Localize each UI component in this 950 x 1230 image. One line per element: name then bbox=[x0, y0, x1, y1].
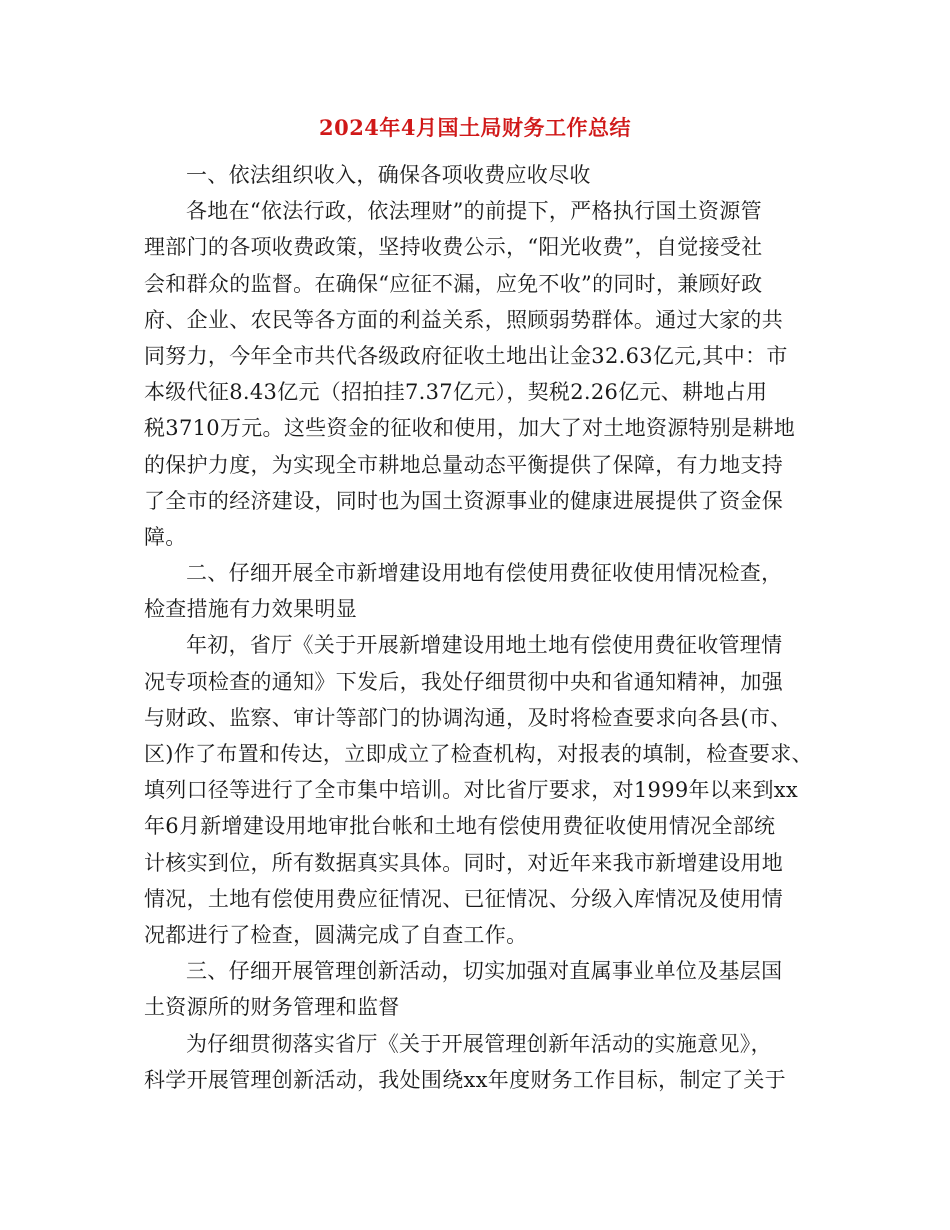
text-line: 二、仔细开展全市新增建设用地有偿使用费征收使用情况检查， bbox=[186, 561, 783, 586]
text-line: 科学开展管理创新活动，我处围绕xx年度财务工作目标，制定了关于 bbox=[144, 1067, 786, 1092]
text-line: 计核实到位，所有数据真实具体。同时，对近年来我市新增建设用地 bbox=[144, 850, 783, 875]
text-line: 情况，土地有偿使用费应征情况、已征情况、分级入库情况及使用情 bbox=[144, 886, 783, 911]
text-line: 年6月新增建设用地审批台帐和土地有偿使用费征收使用情况全部统 bbox=[144, 814, 776, 839]
text-line: 各地在“依法行政，依法理财”的前提下，严格执行国土资源管 bbox=[186, 199, 762, 224]
text-line: 况专项检查的通知》下发后，我处仔细贯彻中央和省通知精神，加强 bbox=[144, 669, 783, 694]
text-line: 填列口径等进行了全市集中培训。对比省厅要求，对1999年以来到xx bbox=[144, 778, 799, 803]
text-line: 本级代征8.43亿元（招拍挂7.37亿元），契税2.26亿元、耕地占用 bbox=[144, 380, 768, 405]
text-line: 会和群众的监督。在确保“应征不漏，应免不收”的同时，兼顾好政 bbox=[144, 271, 763, 296]
text-line: 检查措施有力效果明显 bbox=[144, 597, 357, 622]
text-line: 税3710万元。这些资金的征收和使用，加大了对土地资源特别是耕地 bbox=[144, 416, 796, 441]
text-line: 障。 bbox=[144, 524, 187, 549]
text-line: 府、企业、农民等各方面的利益关系，照顾弱势群体。通过大家的共 bbox=[144, 307, 783, 332]
text-line: 为仔细贯彻落实省厅《关于开展管理创新年活动的实施意见》， bbox=[186, 1031, 772, 1056]
document-body bbox=[144, 157, 813, 1098]
document-title: 2024年4月国土局财务工作总结 bbox=[318, 115, 632, 140]
text-line: 与财政、监察、审计等部门的协调沟通，及时将检查要求向各县(市、 bbox=[144, 705, 792, 730]
text-line: 了全市的经济建设，同时也为国土资源事业的健康进展提供了资金保 bbox=[144, 488, 783, 513]
text-line: 区)作了布置和传达，立即成立了检查机构，对报表的填制，检查要求、 bbox=[144, 742, 813, 766]
text-line: 理部门的各项收费政策，坚持收费公示，“阳光收费”，自觉接受社 bbox=[144, 235, 763, 260]
text-line: 的保护力度，为实现全市耕地总量动态平衡提供了保障，有力地支持 bbox=[144, 452, 783, 477]
text-line: 同努力，今年全市共代各级政府征收土地出让金32.63亿元,其中：市 bbox=[144, 343, 788, 368]
text-line: 年初，省厅《关于开展新增建设用地土地有偿使用费征收管理情 bbox=[186, 633, 783, 658]
text-line: 一、依法组织收入，确保各项收费应收尽收 bbox=[186, 163, 591, 187]
text-line: 三、仔细开展管理创新活动，切实加强对直属事业单位及基层国 bbox=[186, 959, 783, 984]
text-line: 况都进行了检查，圆满完成了自查工作。 bbox=[144, 922, 528, 947]
text-line: 土资源所的财务管理和监督 bbox=[144, 995, 400, 1020]
